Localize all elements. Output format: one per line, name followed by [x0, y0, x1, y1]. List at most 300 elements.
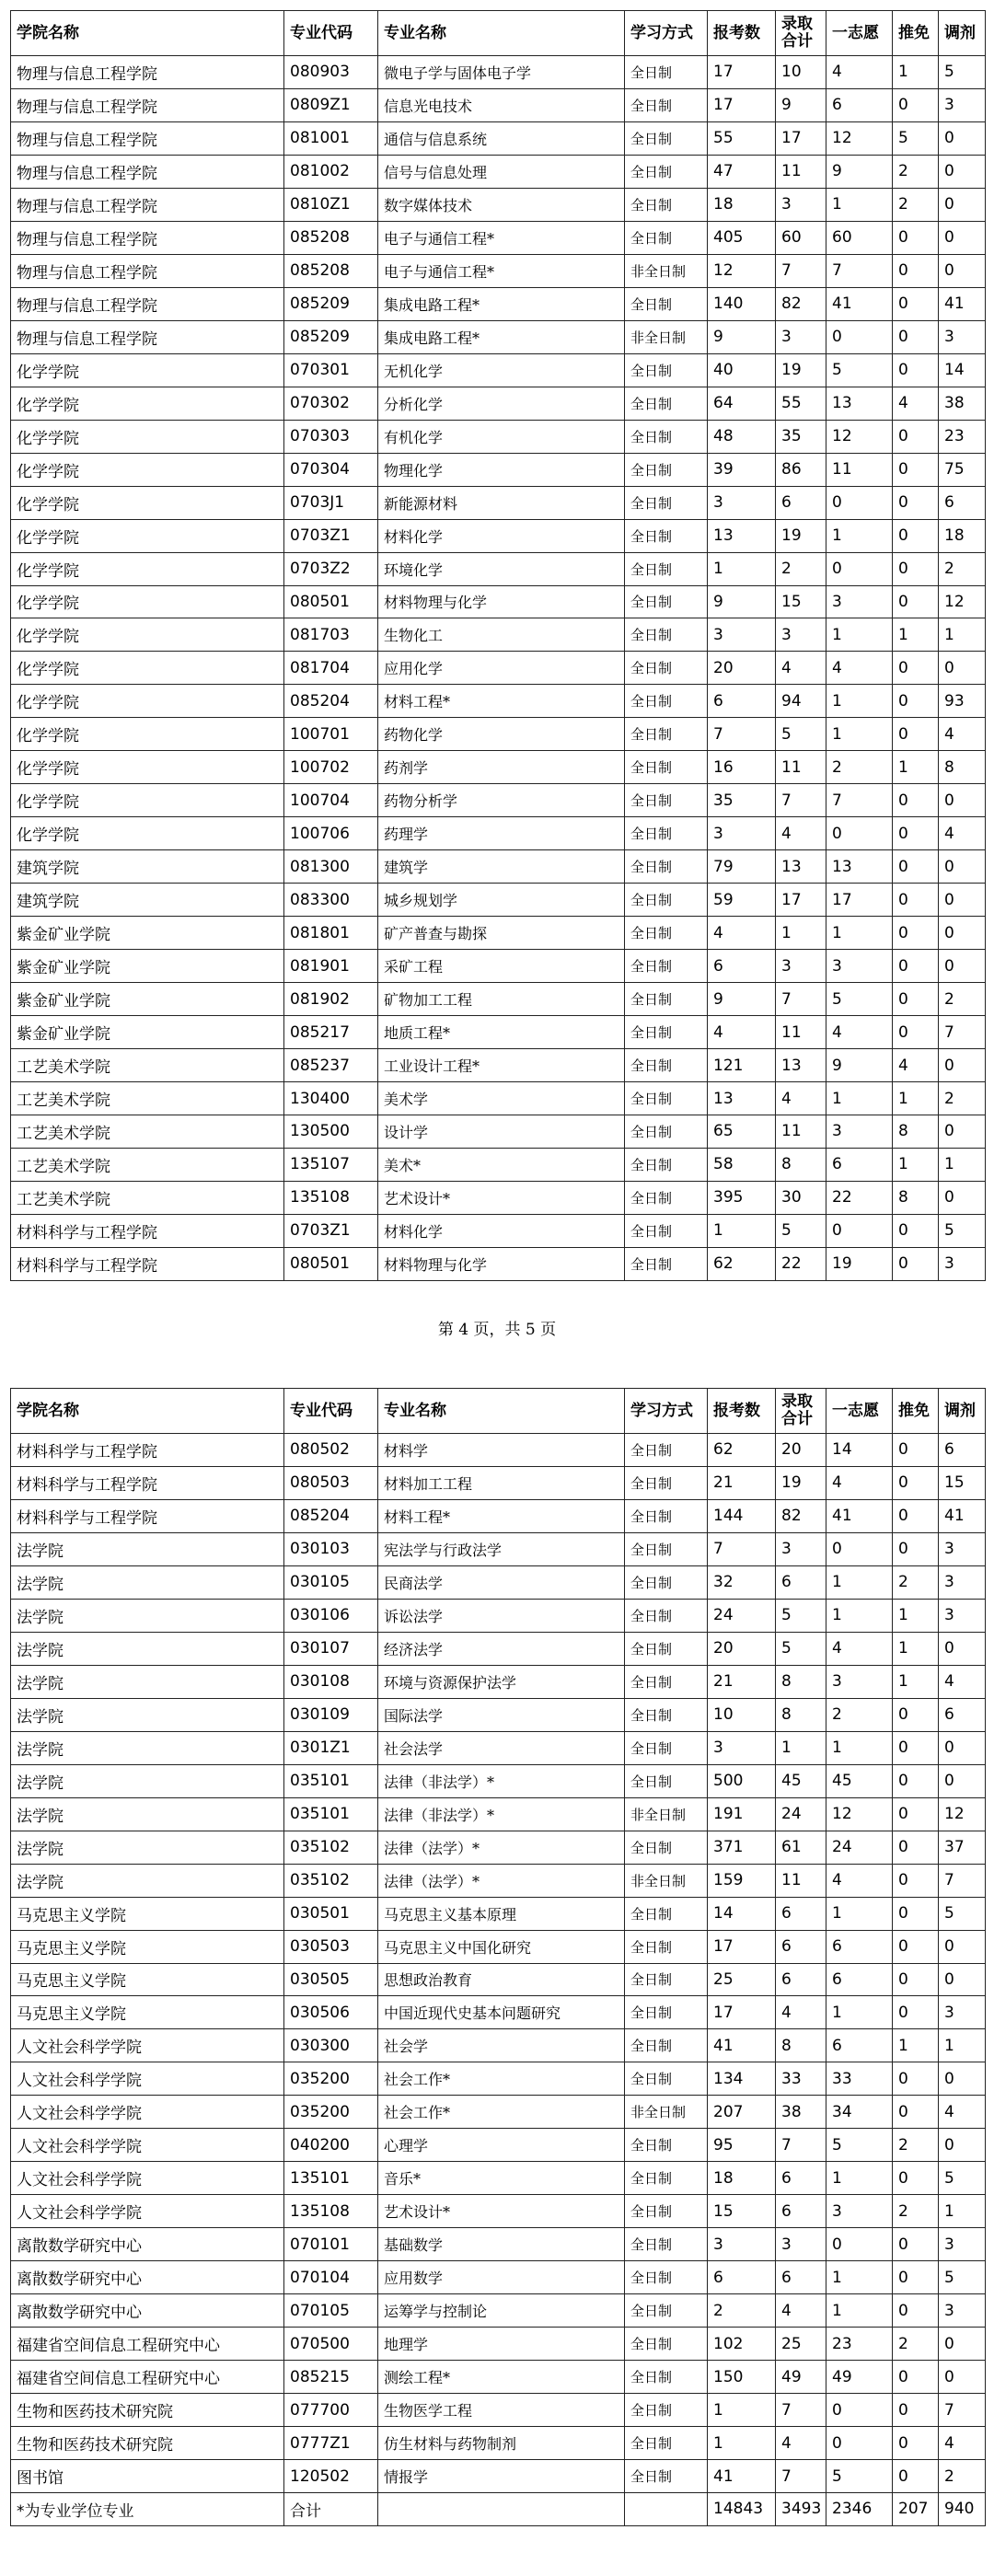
- table-row: [11, 1930, 986, 1963]
- cell-transfer: 0: [939, 884, 986, 917]
- cell-recommended: 0: [893, 2394, 939, 2427]
- cell-first-choice: 6: [826, 2029, 893, 2062]
- cell-applicants: 1: [708, 1214, 776, 1247]
- cell-recommended: 2: [893, 2195, 939, 2228]
- cell-admitted: 11: [776, 155, 826, 188]
- cell-first-choice: 5: [826, 2460, 893, 2493]
- cell-college: 物理与信息工程学院: [11, 254, 284, 287]
- cell-mode: 全日制: [625, 950, 708, 983]
- table-row: [11, 2228, 986, 2261]
- cell-recommended: 0: [893, 221, 939, 254]
- cell-transfer: 3: [939, 2228, 986, 2261]
- cell-college: 化学学院: [11, 784, 284, 817]
- cell-applicants: 207: [708, 2096, 776, 2129]
- cell-first-choice: 4: [826, 1466, 893, 1499]
- cell-code: 100704: [284, 784, 378, 817]
- cell-transfer: 0: [939, 1731, 986, 1764]
- cell-transfer: 41: [939, 287, 986, 320]
- cell-admitted: 3: [776, 1532, 826, 1565]
- cell-first-choice: 1: [826, 1731, 893, 1764]
- cell-admitted: 5: [776, 1214, 826, 1247]
- cell-applicants: 9: [708, 585, 776, 618]
- cell-major: 矿产普查与勘探: [378, 917, 625, 950]
- cell-major: 环境与资源保护法学: [378, 1665, 625, 1698]
- table-row: [11, 1214, 986, 1247]
- cell-code: 030105: [284, 1565, 378, 1599]
- cell-admitted: 6: [776, 1565, 826, 1599]
- cell-admitted: 5: [776, 1599, 826, 1632]
- table-row: [11, 1434, 986, 1467]
- cell-admitted: 1: [776, 1731, 826, 1764]
- cell-code: 081703: [284, 618, 378, 652]
- cell-mode: 全日制: [625, 519, 708, 552]
- cell-first-choice: 1: [826, 1565, 893, 1599]
- table-row: [11, 88, 986, 121]
- cell-admitted: 8: [776, 2029, 826, 2062]
- cell-applicants: 405: [708, 221, 776, 254]
- cell-first-choice: 13: [826, 850, 893, 884]
- header-applicants: 报考数: [708, 11, 776, 56]
- cell-college: 材料科学与工程学院: [11, 1434, 284, 1467]
- cell-code: 080903: [284, 56, 378, 89]
- cell-college: 离散数学研究中心: [11, 2228, 284, 2261]
- cell-recommended: 1: [893, 1665, 939, 1698]
- cell-first-choice: 17: [826, 884, 893, 917]
- cell-mode: 全日制: [625, 2394, 708, 2427]
- cell-recommended: 0: [893, 2427, 939, 2460]
- cell-admitted: 3: [776, 320, 826, 353]
- cell-applicants: 15: [708, 2195, 776, 2228]
- table-row: [11, 287, 986, 320]
- cell-recommended: 0: [893, 2261, 939, 2294]
- cell-admitted: 19: [776, 519, 826, 552]
- cell-first-choice: 49: [826, 2361, 893, 2394]
- cell-first-choice: 41: [826, 287, 893, 320]
- cell-college: 法学院: [11, 1731, 284, 1764]
- cell-mode: 全日制: [625, 1214, 708, 1247]
- cell-college: 化学学院: [11, 387, 284, 420]
- cell-first-choice: 12: [826, 420, 893, 453]
- cell-major: 法律（法学）*: [378, 1864, 625, 1897]
- cell-mode: 全日制: [625, 1082, 708, 1115]
- cell-code: 081002: [284, 155, 378, 188]
- cell-applicants: 79: [708, 850, 776, 884]
- cell-first-choice: 12: [826, 1797, 893, 1831]
- cell-transfer: 0: [939, 652, 986, 685]
- cell-code: 070104: [284, 2261, 378, 2294]
- cell-major: 信号与信息处理: [378, 155, 625, 188]
- cell-first-choice: 4: [826, 652, 893, 685]
- cell-recommended: 8: [893, 1115, 939, 1149]
- cell-admitted: 30: [776, 1181, 826, 1214]
- cell-applicants: 21: [708, 1466, 776, 1499]
- cell-mode: 全日制: [625, 1897, 708, 1930]
- cell-first-choice: 34: [826, 2096, 893, 2129]
- table-row: [11, 552, 986, 585]
- cell-major: 电子与通信工程*: [378, 254, 625, 287]
- cell-admitted: 6: [776, 1963, 826, 1996]
- cell-major: 马克思主义基本原理: [378, 1897, 625, 1930]
- header-major: 专业名称: [378, 11, 625, 56]
- cell-major: 社会工作*: [378, 2096, 625, 2129]
- cell-applicants: 102: [708, 2328, 776, 2361]
- cell-applicants: 3: [708, 817, 776, 850]
- cell-college: 工艺美术学院: [11, 1049, 284, 1082]
- table-row: [11, 254, 986, 287]
- cell-code: 035200: [284, 2062, 378, 2096]
- cell-admitted: 17: [776, 121, 826, 155]
- cell-transfer: 4: [939, 817, 986, 850]
- cell-admitted: 61: [776, 1831, 826, 1864]
- cell-major: 民商法学: [378, 1565, 625, 1599]
- cell-major: 经济法学: [378, 1632, 625, 1665]
- cell-major: 物理化学: [378, 453, 625, 486]
- admissions-table-page-5: [10, 1388, 986, 2526]
- cell-transfer: 3: [939, 1532, 986, 1565]
- admissions-table-page-4: [10, 10, 986, 1281]
- cell-college: 图书馆: [11, 2460, 284, 2493]
- cell-recommended: 0: [893, 1698, 939, 1731]
- cell-mode: 全日制: [625, 2228, 708, 2261]
- cell-first-choice: 11: [826, 453, 893, 486]
- cell-admitted: 6: [776, 486, 826, 519]
- cell-recommended: 0: [893, 652, 939, 685]
- cell-code: 081704: [284, 652, 378, 685]
- header-admitted: 录取合计: [776, 1389, 826, 1434]
- cell-college: 建筑学院: [11, 850, 284, 884]
- cell-mode: 全日制: [625, 1499, 708, 1532]
- cell-applicants: 7: [708, 718, 776, 751]
- cell-recommended: 0: [893, 2228, 939, 2261]
- cell-admitted: 17: [776, 884, 826, 917]
- cell-code: 030503: [284, 1930, 378, 1963]
- table-row: [11, 1864, 986, 1897]
- cell-first-choice: 0: [826, 817, 893, 850]
- cell-college: 工艺美术学院: [11, 1115, 284, 1149]
- cell-major: 音乐*: [378, 2162, 625, 2195]
- table-row: [11, 1016, 986, 1049]
- cell-admitted: 82: [776, 1499, 826, 1532]
- cell-transfer: 0: [939, 1963, 986, 1996]
- cell-code: 077700: [284, 2394, 378, 2427]
- cell-applicants: 159: [708, 1864, 776, 1897]
- cell-admitted: 6: [776, 1897, 826, 1930]
- cell-major: 通信与信息系统: [378, 121, 625, 155]
- cell-transfer: 5: [939, 1214, 986, 1247]
- cell-recommended: 1: [893, 1148, 939, 1181]
- cell-applicants: 55: [708, 121, 776, 155]
- cell-first-choice: 9: [826, 155, 893, 188]
- table-row: [11, 718, 986, 751]
- header-code: 专业代码: [284, 11, 378, 56]
- table-row: [11, 2062, 986, 2096]
- cell-first-choice: 6: [826, 1930, 893, 1963]
- cell-major: 基础数学: [378, 2228, 625, 2261]
- cell-major: 社会法学: [378, 1731, 625, 1764]
- cell-code: 120502: [284, 2460, 378, 2493]
- header-college: 学院名称: [11, 1389, 284, 1434]
- cell-code: 085208: [284, 221, 378, 254]
- table-row: [11, 2129, 986, 2162]
- header-applicants: 报考数: [708, 1389, 776, 1434]
- cell-admitted: 55: [776, 387, 826, 420]
- cell-first-choice: 2: [826, 1698, 893, 1731]
- cell-applicants: 10: [708, 1698, 776, 1731]
- cell-code: 081901: [284, 950, 378, 983]
- cell-admitted: 38: [776, 2096, 826, 2129]
- cell-applicants: 47: [708, 155, 776, 188]
- cell-mode: [625, 2493, 708, 2526]
- cell-first-choice: 1: [826, 917, 893, 950]
- cell-applicants: 4: [708, 1016, 776, 1049]
- cell-transfer: 38: [939, 387, 986, 420]
- cell-admitted: 60: [776, 221, 826, 254]
- cell-first-choice: 0: [826, 1214, 893, 1247]
- cell-code: 035101: [284, 1764, 378, 1797]
- cell-first-choice: 19: [826, 1247, 893, 1280]
- cell-first-choice: 1: [826, 2261, 893, 2294]
- cell-admitted: 4: [776, 817, 826, 850]
- cell-recommended: 0: [893, 1731, 939, 1764]
- cell-mode: 全日制: [625, 585, 708, 618]
- cell-first-choice: 0: [826, 2394, 893, 2427]
- cell-first-choice: 1: [826, 1082, 893, 1115]
- cell-transfer: 0: [939, 1181, 986, 1214]
- cell-mode: 全日制: [625, 420, 708, 453]
- cell-code: 081001: [284, 121, 378, 155]
- header-first-choice: 一志愿: [826, 1389, 893, 1434]
- cell-major: 环境化学: [378, 552, 625, 585]
- cell-college: 马克思主义学院: [11, 1897, 284, 1930]
- cell-recommended: 2: [893, 2129, 939, 2162]
- cell-code: 0703Z2: [284, 552, 378, 585]
- cell-applicants: 9: [708, 320, 776, 353]
- cell-applicants: 12: [708, 254, 776, 287]
- cell-first-choice: 0: [826, 320, 893, 353]
- cell-college: 人文社会科学学院: [11, 2029, 284, 2062]
- cell-admitted: 3: [776, 618, 826, 652]
- cell-admitted: 4: [776, 2294, 826, 2328]
- cell-first-choice: 0: [826, 1532, 893, 1565]
- cell-applicants: 144: [708, 1499, 776, 1532]
- cell-mode: 全日制: [625, 2294, 708, 2328]
- cell-first-choice: 1: [826, 188, 893, 221]
- cell-transfer: 2: [939, 1082, 986, 1115]
- cell-college: 法学院: [11, 1532, 284, 1565]
- cell-admitted: 5: [776, 1632, 826, 1665]
- cell-code: 035101: [284, 1797, 378, 1831]
- cell-recommended: 0: [893, 353, 939, 387]
- cell-admitted: 6: [776, 2195, 826, 2228]
- cell-transfer: 0: [939, 1115, 986, 1149]
- cell-transfer: 14: [939, 353, 986, 387]
- cell-recommended: 0: [893, 1434, 939, 1467]
- cell-mode: 全日制: [625, 387, 708, 420]
- cell-mode: 全日制: [625, 850, 708, 884]
- cell-code: 070302: [284, 387, 378, 420]
- cell-recommended: 0: [893, 2294, 939, 2328]
- cell-mode: 全日制: [625, 221, 708, 254]
- cell-transfer: 0: [939, 1049, 986, 1082]
- cell-admitted: 3: [776, 950, 826, 983]
- cell-recommended: 0: [893, 552, 939, 585]
- cell-recommended: 4: [893, 1049, 939, 1082]
- cell-transfer: 93: [939, 685, 986, 718]
- cell-college: 化学学院: [11, 817, 284, 850]
- cell-mode: 全日制: [625, 1016, 708, 1049]
- cell-transfer: 3: [939, 1247, 986, 1280]
- cell-mode: 非全日制: [625, 1797, 708, 1831]
- cell-mode: 全日制: [625, 1632, 708, 1665]
- cell-transfer: 41: [939, 1499, 986, 1532]
- table-row: [11, 1049, 986, 1082]
- cell-admitted: 1: [776, 917, 826, 950]
- header-admitted: 录取合计: [776, 11, 826, 56]
- cell-recommended: 0: [893, 453, 939, 486]
- cell-major: 美术学: [378, 1082, 625, 1115]
- cell-applicants: 134: [708, 2062, 776, 2096]
- table-row: [11, 850, 986, 884]
- cell-mode: 全日制: [625, 287, 708, 320]
- cell-college: 马克思主义学院: [11, 1930, 284, 1963]
- cell-transfer: 0: [939, 850, 986, 884]
- cell-college: 生物和医药技术研究院: [11, 2394, 284, 2427]
- table-row: [11, 2460, 986, 2493]
- cell-applicants: 35: [708, 784, 776, 817]
- cell-transfer: 3: [939, 320, 986, 353]
- cell-recommended: 0: [893, 2062, 939, 2096]
- cell-code: 081801: [284, 917, 378, 950]
- cell-code: 070101: [284, 2228, 378, 2261]
- cell-admitted: 6: [776, 2162, 826, 2195]
- cell-applicants: 14843: [708, 2493, 776, 2526]
- cell-transfer: 940: [939, 2493, 986, 2526]
- cell-transfer: 6: [939, 486, 986, 519]
- cell-major: 材料物理与化学: [378, 1247, 625, 1280]
- cell-recommended: 0: [893, 1016, 939, 1049]
- cell-college: 法学院: [11, 1565, 284, 1599]
- cell-college: 化学学院: [11, 585, 284, 618]
- table-row: [11, 519, 986, 552]
- cell-mode: 全日制: [625, 1731, 708, 1764]
- cell-transfer: 3: [939, 88, 986, 121]
- cell-mode: 全日制: [625, 784, 708, 817]
- cell-major: 情报学: [378, 2460, 625, 2493]
- cell-transfer: 0: [939, 1632, 986, 1665]
- cell-major: 艺术设计*: [378, 1181, 625, 1214]
- cell-college: 化学学院: [11, 453, 284, 486]
- cell-code: 080502: [284, 1434, 378, 1467]
- cell-transfer: 12: [939, 1797, 986, 1831]
- cell-admitted: 7: [776, 983, 826, 1016]
- cell-first-choice: 13: [826, 387, 893, 420]
- cell-mode: 全日制: [625, 652, 708, 685]
- cell-admitted: 6: [776, 2261, 826, 2294]
- cell-college: 人文社会科学学院: [11, 2195, 284, 2228]
- table-row: [11, 486, 986, 519]
- cell-admitted: 3: [776, 2228, 826, 2261]
- cell-college: 紫金矿业学院: [11, 983, 284, 1016]
- cell-first-choice: 3: [826, 2195, 893, 2228]
- cell-code: 135108: [284, 2195, 378, 2228]
- table-row: [11, 155, 986, 188]
- cell-admitted: 82: [776, 287, 826, 320]
- table-row: [11, 2427, 986, 2460]
- cell-code: 0809Z1: [284, 88, 378, 121]
- cell-mode: 全日制: [625, 983, 708, 1016]
- cell-college: 建筑学院: [11, 884, 284, 917]
- cell-college: 法学院: [11, 1764, 284, 1797]
- cell-college: 福建省空间信息工程研究中心: [11, 2328, 284, 2361]
- cell-code: 130400: [284, 1082, 378, 1115]
- table-row: [11, 2394, 986, 2427]
- cell-admitted: 7: [776, 2394, 826, 2427]
- cell-applicants: 6: [708, 950, 776, 983]
- cell-major: 城乡规划学: [378, 884, 625, 917]
- cell-mode: 非全日制: [625, 254, 708, 287]
- cell-first-choice: 3: [826, 950, 893, 983]
- cell-recommended: 0: [893, 2460, 939, 2493]
- cell-mode: 全日制: [625, 1963, 708, 1996]
- cell-recommended: 0: [893, 1532, 939, 1565]
- cell-code: 070500: [284, 2328, 378, 2361]
- cell-code: 035102: [284, 1864, 378, 1897]
- cell-admitted: 2: [776, 552, 826, 585]
- cell-major: 法律（法学）*: [378, 1831, 625, 1864]
- cell-applicants: 24: [708, 1599, 776, 1632]
- cell-code: 135107: [284, 1148, 378, 1181]
- cell-admitted: 13: [776, 1049, 826, 1082]
- header-code: 专业代码: [284, 1389, 378, 1434]
- cell-college: 化学学院: [11, 420, 284, 453]
- table-row: [11, 1996, 986, 2029]
- cell-admitted: 8: [776, 1148, 826, 1181]
- header-transfer: 调剂: [939, 1389, 986, 1434]
- cell-recommended: 0: [893, 983, 939, 1016]
- cell-applicants: 17: [708, 88, 776, 121]
- cell-admitted: 45: [776, 1764, 826, 1797]
- cell-code: 0703Z1: [284, 519, 378, 552]
- table-row: [11, 1963, 986, 1996]
- cell-code: 080501: [284, 1247, 378, 1280]
- cell-mode: 全日制: [625, 2261, 708, 2294]
- cell-transfer: 0: [939, 2062, 986, 2096]
- cell-code: 030103: [284, 1532, 378, 1565]
- cell-recommended: 0: [893, 1996, 939, 2029]
- cell-major: 社会工作*: [378, 2062, 625, 2096]
- cell-college: 化学学院: [11, 486, 284, 519]
- cell-code: 070105: [284, 2294, 378, 2328]
- cell-admitted: 11: [776, 751, 826, 784]
- cell-mode: 全日制: [625, 618, 708, 652]
- cell-applicants: 62: [708, 1434, 776, 1467]
- cell-mode: 全日制: [625, 1698, 708, 1731]
- cell-admitted: 11: [776, 1016, 826, 1049]
- cell-college: 物理与信息工程学院: [11, 56, 284, 89]
- cell-applicants: 20: [708, 1632, 776, 1665]
- cell-code: 080501: [284, 585, 378, 618]
- table-row: [11, 1764, 986, 1797]
- cell-major: 地理学: [378, 2328, 625, 2361]
- table-row: [11, 1148, 986, 1181]
- cell-college: 化学学院: [11, 751, 284, 784]
- cell-transfer: 2: [939, 983, 986, 1016]
- cell-college: 马克思主义学院: [11, 1996, 284, 2029]
- cell-major: 思想政治教育: [378, 1963, 625, 1996]
- table-row: [11, 1247, 986, 1280]
- cell-code: 合计: [284, 2493, 378, 2526]
- cell-transfer: 0: [939, 188, 986, 221]
